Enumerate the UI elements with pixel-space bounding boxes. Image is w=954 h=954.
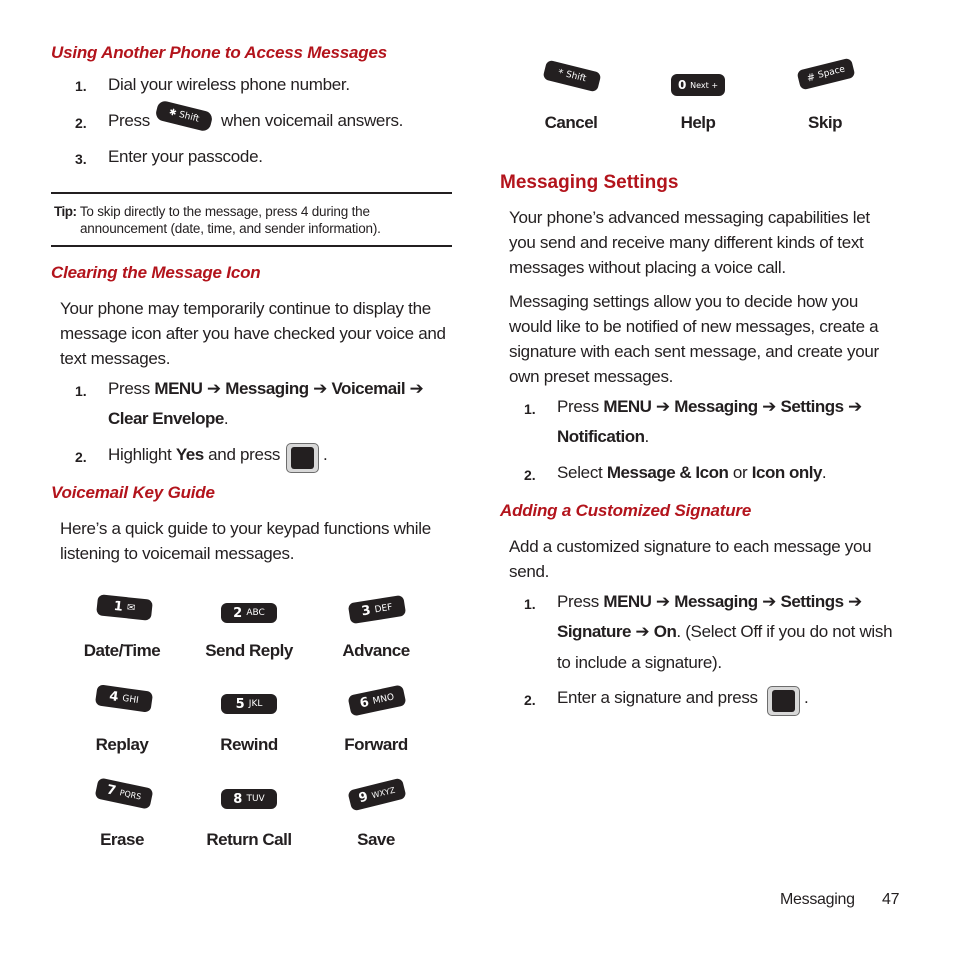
step-number: 2.: [75, 115, 87, 131]
divider: [51, 192, 452, 194]
step-text: Enter a signature and press: [557, 688, 758, 707]
key-label: Help: [680, 113, 716, 132]
section-heading-messaging-settings: Messaging Settings: [500, 172, 679, 193]
step-text: Dial your wireless phone number.: [108, 75, 350, 94]
paragraph: Messaging settings allow you to decide how you would like to be notified of new messages, create a signature with each sent message, and create your own preset messages.: [509, 292, 879, 386]
step-number: 1.: [524, 596, 536, 612]
step-text: Press: [108, 111, 150, 130]
step-number: 2.: [524, 467, 536, 483]
key-label: Replay: [95, 735, 149, 754]
star-shift-key-icon: * Shift: [542, 60, 601, 93]
pound-space-key-icon: # Space: [796, 58, 855, 91]
tip-text: announcement (date, time, and sender information).: [80, 221, 381, 236]
key-5-icon: 5 JKL: [221, 694, 277, 714]
section-heading-another-phone: Using Another Phone to Access Messages: [51, 43, 387, 62]
key-label: Return Call: [206, 830, 292, 849]
key-label: Send Reply: [205, 641, 293, 660]
key-label: Erase: [100, 830, 144, 849]
star-shift-key-icon: ✱ Shift: [154, 100, 213, 133]
step-text: when voicemail answers.: [221, 111, 404, 130]
tip-text: To skip directly to the message, press 4 during the: [79, 204, 370, 219]
key-3-icon: 3 DEF: [348, 595, 407, 625]
key-2-icon: 2 ABC: [221, 603, 277, 623]
tip-box: [54, 203, 381, 237]
step-text: .: [323, 445, 328, 464]
step-text: Select Message & Icon or Icon only.: [557, 463, 827, 482]
key-label: Rewind: [220, 735, 278, 754]
section-heading-signature: Adding a Customized Signature: [500, 501, 752, 520]
tip-label: Tip:: [54, 204, 77, 219]
step-text: Enter your passcode.: [108, 147, 263, 166]
key-label: Cancel: [544, 113, 598, 132]
paragraph: Your phone may temporarily continue to display the message icon after you have checked your voice and text messages.: [60, 299, 446, 368]
step-number: 1.: [75, 383, 87, 399]
key-1-icon: 1 ✉: [96, 594, 153, 621]
key-4-icon: 4 GHI: [95, 684, 153, 713]
step-text: to include a signature).: [557, 653, 722, 672]
step-number: 2.: [75, 449, 87, 465]
page-number: 47: [882, 891, 900, 908]
paragraph: Here’s a quick guide to your keypad functions while listening to voicemail messages.: [60, 519, 431, 563]
key-7-icon: 7 PQRS: [94, 777, 153, 809]
divider: [51, 245, 452, 247]
step-text: Press MENU ➔ Messaging ➔ Voicemail ➔: [108, 379, 424, 398]
step-text: Clear Envelope.: [108, 409, 229, 428]
section-heading-key-guide: Voicemail Key Guide: [51, 483, 215, 502]
step-number: 1.: [524, 401, 536, 417]
step-number: 2.: [524, 692, 536, 708]
step-text: Notification.: [557, 427, 649, 446]
zero-next-key-icon: 0 Next +: [671, 74, 725, 96]
step-text: Press MENU ➔ Messaging ➔ Settings ➔: [557, 397, 862, 416]
key-6-icon: 6 MNO: [347, 684, 406, 716]
ok-key-icon: [286, 443, 319, 473]
step-text: .: [804, 688, 809, 707]
key-label: Save: [357, 830, 395, 849]
key-label: Forward: [344, 735, 408, 754]
key-label: Skip: [808, 113, 842, 132]
paragraph: Add a customized signature to each message you send.: [509, 537, 872, 581]
step-number: 1.: [75, 78, 87, 94]
key-label: Advance: [342, 641, 410, 660]
key-label: Date/Time: [83, 641, 161, 660]
step-text: Highlight Yes and press: [108, 445, 281, 464]
step-text: Signature ➔ On. (Select Off if you do not wish: [557, 622, 893, 641]
key-8-icon: 8 TUV: [221, 789, 277, 809]
footer-section: Messaging: [780, 891, 855, 908]
key-9-icon: 9 WXYZ: [347, 778, 406, 812]
step-number: 3.: [75, 151, 87, 167]
paragraph: Your phone’s advanced messaging capabilities let you send and receive many different kinds of text messages without placing a voice call.: [509, 208, 870, 277]
section-heading-clearing: Clearing the Message Icon: [51, 263, 261, 282]
step-text: Press MENU ➔ Messaging ➔ Settings ➔: [557, 592, 862, 611]
ok-key-icon: [767, 686, 800, 716]
